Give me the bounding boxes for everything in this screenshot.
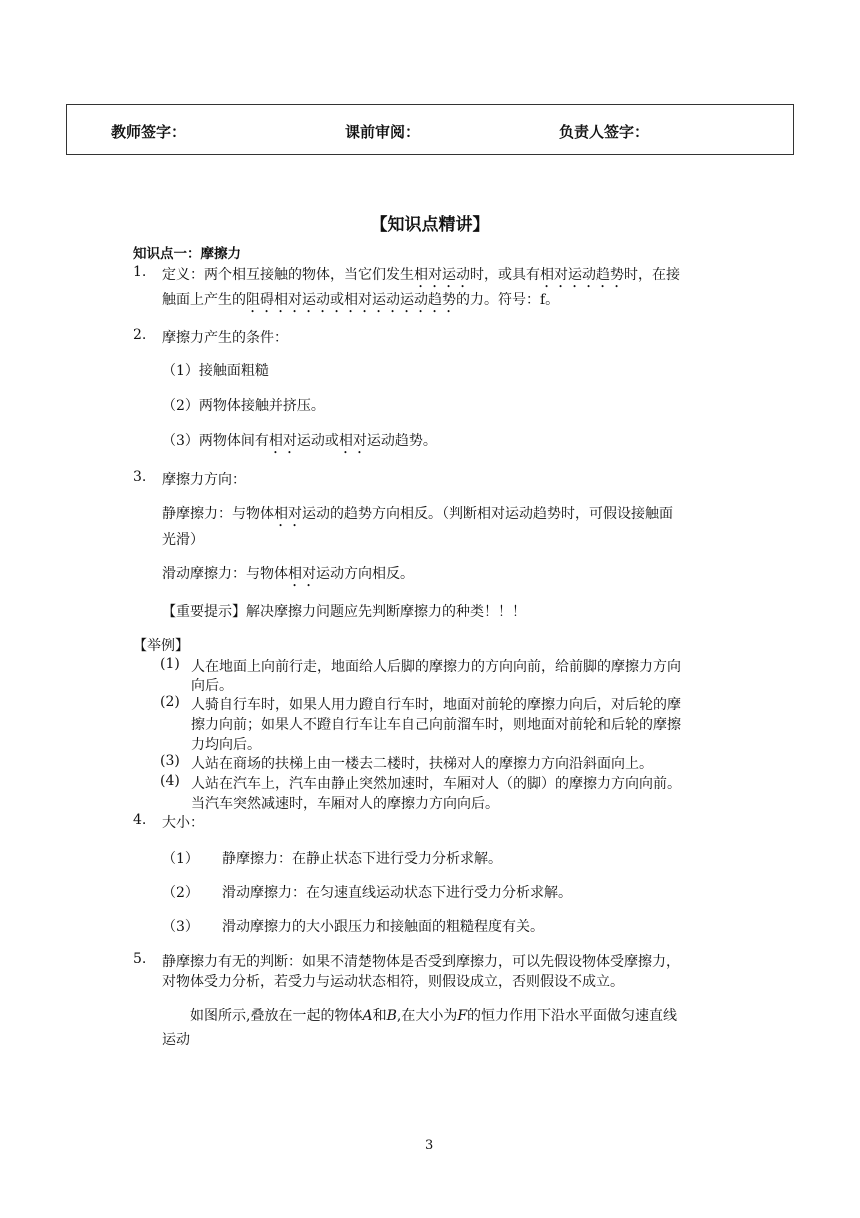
item3-number: 3.	[133, 469, 147, 485]
signature-box	[66, 104, 794, 155]
item5-number: 5.	[133, 951, 147, 967]
condition-2: （2）两物体接触并挤压。	[162, 398, 325, 414]
sliding-friction-line: 滑动摩擦力：与物体相对运动方向相反。	[162, 566, 414, 582]
examples-heading: 【举例】	[133, 638, 189, 654]
item2-number: 2.	[133, 327, 147, 343]
example-1-line1: 人在地面上向前行走，地面给人后脚的摩擦力的方向向前，给前脚的摩擦力方向	[191, 659, 681, 675]
item5-line1: 静摩擦力有无的判断：如果不清楚物体是否受到摩擦力，可以先假设物体受摩擦力，	[162, 954, 680, 970]
page-number: 3	[425, 1138, 434, 1153]
item5-line2: 对物体受力分析，若受力与运动状态相符，则假设成立，否则假设不成立。	[162, 974, 624, 990]
item2-heading: 摩擦力产生的条件：	[162, 330, 288, 346]
size-point-2-number: （2）	[162, 885, 199, 901]
figure-description-line1: 如图所示,叠放在一起的物体A和B,在大小为F的恒力作用下沿水平面做匀速直线	[190, 1008, 678, 1024]
example-2-line1: 人骑自行车时，如果人用力蹬自行车时，地面对前轮的摩擦力向后，对后轮的摩	[191, 697, 681, 713]
size-point-3: 滑动摩擦力的大小跟压力和接触面的粗糙程度有关。	[222, 919, 544, 935]
example-4-line2: 当汽车突然减速时，车厢对人的摩擦力方向向后。	[191, 796, 499, 812]
example-1-number: (1)	[160, 656, 180, 672]
example-4-number: (4)	[160, 773, 180, 789]
size-point-2: 滑动摩擦力：在匀速直线运动状态下进行受力分析求解。	[222, 885, 572, 901]
static-friction-line1: 静摩擦力：与物体相对运动的趋势方向相反。（判断相对运动趋势时，可假设接触面	[162, 506, 673, 522]
teacher-signature-label: 教师签字：	[111, 123, 187, 141]
example-4-line1: 人站在汽车上，汽车由静止突然加速时，车厢对人（的脚）的摩擦力方向向前。	[191, 776, 681, 792]
size-point-1: 静摩擦力：在静止状态下进行受力分析求解。	[222, 851, 502, 867]
item4-number: 4.	[133, 812, 147, 828]
item4-heading: 大小：	[162, 815, 204, 831]
example-2-number: (2)	[160, 694, 180, 710]
example-2-line2: 擦力向前；如果人不蹬自行车让车自己向前溜车时，则地面对前轮和后轮的摩擦	[191, 717, 681, 733]
example-3-number: (3)	[160, 753, 180, 769]
responsible-signature-label: 负责人签字：	[559, 123, 650, 141]
item1-number: 1.	[133, 264, 147, 280]
item3-heading: 摩擦力方向：	[162, 472, 246, 488]
example-3-line1: 人站在商场的扶梯上由一楼去二楼时，扶梯对人的摩擦力方向沿斜面向上。	[191, 756, 653, 772]
size-point-3-number: （3）	[162, 919, 199, 935]
condition-3: （3）两物体间有相对运动或相对运动趋势。	[162, 433, 437, 449]
item1-definition-line2: 触面上产生的阻碍相对运动或相对运动运动趋势的力。符号：f。	[162, 292, 560, 308]
figure-description-line2: 运动	[162, 1032, 190, 1048]
section-heading: 知识点一：摩擦力	[133, 246, 241, 262]
size-point-1-number: （1）	[162, 851, 199, 867]
condition-1: （1）接触面粗糙	[162, 363, 269, 379]
example-1-line2: 向后。	[191, 678, 233, 694]
static-friction-line2: 光滑）	[162, 532, 204, 548]
page-title: 【知识点精讲】	[370, 215, 490, 235]
important-tip: 【重要提示】解决摩擦力问题应先判断摩擦力的种类！！！	[162, 604, 526, 620]
item1-definition-line1: 定义：两个相互接触的物体，当它们发生相对运动时，或具有相对运动趋势时，在接	[162, 267, 680, 283]
pre-class-review-label: 课前审阅：	[345, 123, 421, 141]
example-2-line3: 力均向后。	[191, 737, 261, 753]
